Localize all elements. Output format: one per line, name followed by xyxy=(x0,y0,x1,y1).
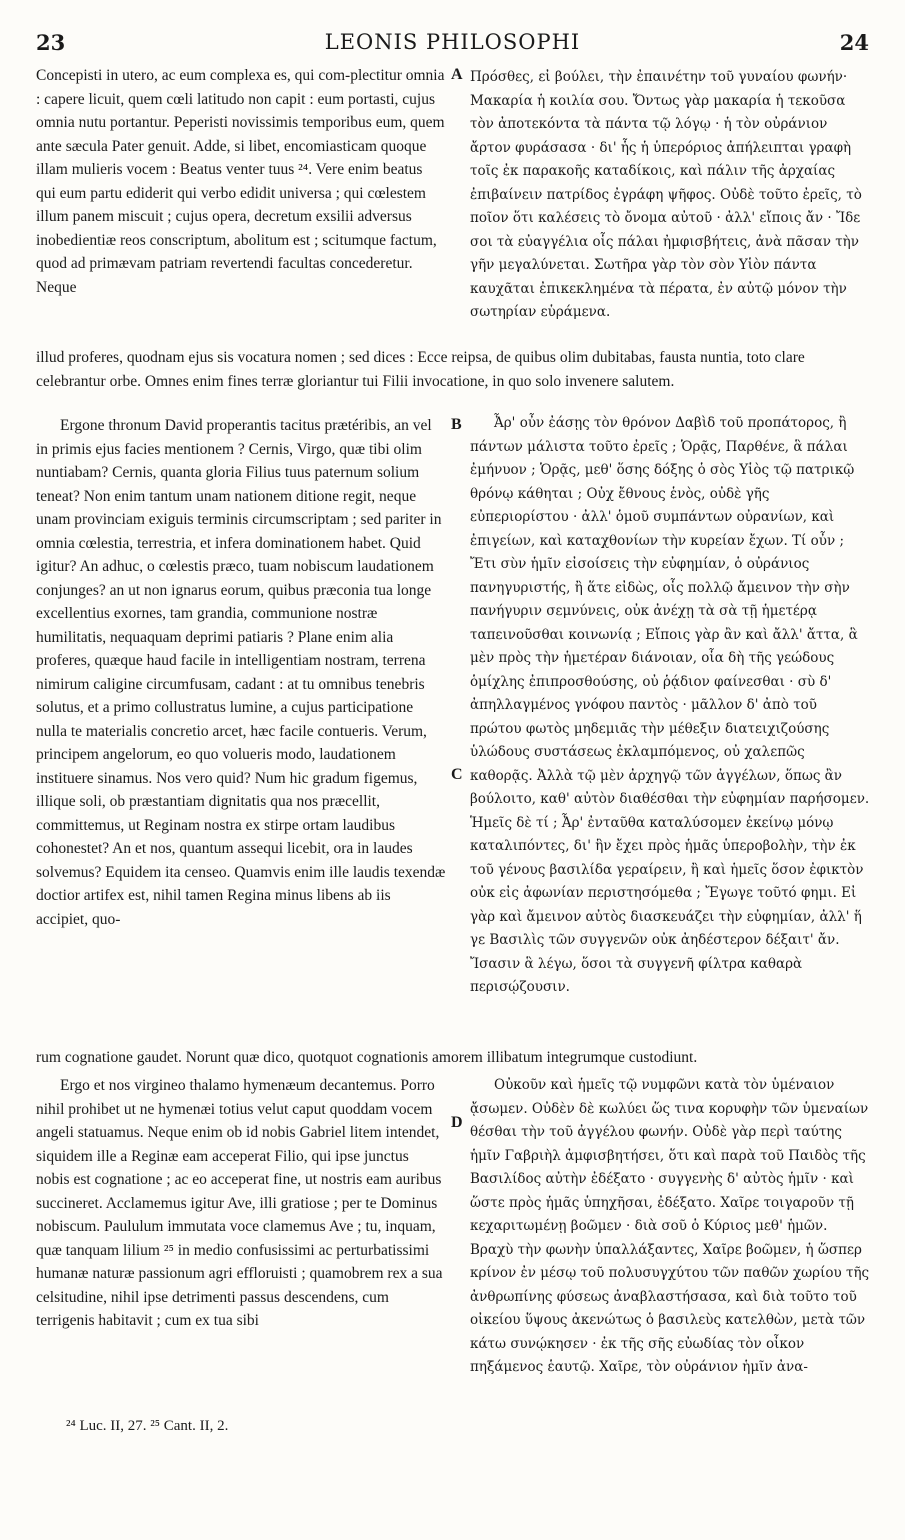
greek-paragraph-3: Οὐκοῦν καὶ ἡμεῖς τῷ νυμφῶνι κατὰ τὸν ὑμέναιον ᾄσωμεν. Οὐδὲν δὲ κωλύει ὥς τινα κορυφὴν τῶν ὑμεναίων θέσθαι τὴν τοῦ ἀγγέλου φωνήν. Οὐδὲ γὰρ περὶ ταύτης ἡμῖν Γαβριὴλ ἀμφισβητήσει, ὅτι καὶ παρὰ τοῦ Παιδὸς τῆς Βασιλίδος αὐτὴν ἐδέξατο · συγγενὴς δ' αὐτὸς ἡμῖν · καὶ ὥστε πρὸς ἡμᾶς ὑπηχῆσαι, ἐδέξατο. Χαῖρε τοιγαροῦν τῇ κεχαριτωμένῃ βοῶμεν · διὰ σοῦ ὁ Κύριος μεθ' ἡμῶν. Βραχὺ τὴν φωνὴν ὑπαλλάξαντες, Χαῖρε βοῶμεν, ἡ ὥσπερ κρίνον ἐν μέσῳ τοῦ πολυσυγχύτου τῶν παθῶν χωρίου τῆς ἀνθρωπίνης φύσεως ἀναβλαστήσασα, καὶ διὰ τοῦτο τοῦ οἰκείου ὕψους ἀκενώτως ὁ βασιλεὺς κατελθὼν, μετὰ τῶν κάτω συνῴκησεν · ἐκ τῆς σῆς εὐωδίας τὸν οἶκον πηξάμενος ἑαυτῷ. Χαῖρε, τὸν οὐράνιον ἡμῖν ἀνα- xyxy=(470,1077,870,1375)
greek-column-1 xyxy=(470,66,870,325)
margin-marker-d: D xyxy=(451,1114,463,1131)
latin-column-3 xyxy=(36,1074,446,1333)
latin-paragraph-2: Ergone thronum David properantis tacitus prætéribis, an vel in primis ejus facies mentionem ? Cernis, Virgo, quæ tibi olim nuntiabam? Cernis, quanta gloria Filius tuus paternum solium teneat? Non enim tantum unam nationem ditione regit, neque unam provinciam exiguis terminis circumscriptam ; sed pariter in omnia cœlestia, terrestria, et infera dominationem habet. Quid igitur? An adhuc, o cœlestis præco, tuam nobiscum laudationem conjunges? an ut non ignarus eorum, quibus præconia tua longe excellentius exornes, tam grandia, communione nostræ humilitatis, nequaquam deprimi patiaris ? Plane enim alia proferes, quæque haud facile in intelligentiam nostram, terrena nimirum caligine circumfusam, cadant : at tu omnibus tenebris solutus, et a primo collustratus lumine, a cujus participatione nulla te materialis concretio arcet, hæc facile contueris. Verum, principem angelorum, eo quo volueris modo, laudationem instituere sinamus. Nos vero quid? Num hic gradum figemus, illique soli, ob præstantiam dignitatis qua nos præcellit, committemus, ut Reginam nostra ex stirpe ortam laudibus cohonestet? An et nos, quantum assequi licebit, ora in laudes solvemus? Equidem ita censeo. Quamvis enim ille laudis texendæ doctior artifex est, nihil tamen Regina minus libens ab iis accipiet, quo- xyxy=(36,417,446,928)
latin-column-2 xyxy=(36,414,446,931)
latin-paragraph-3: Ergo et nos virgineo thalamo hymenæum decantemus. Porro nihil prohibet ut ne hymenæi totius velut caput quoddam vocem angeli statuamus. Neque enim ob id nobis Gabriel litem intendet, siquidem ille a Reginæ eam acceperat Filio, qui ipse junctus nobis est cognatione ; ac eo acceperat fine, ut nostris eam auribus succineret. Acclamemus igitur Ave, illi gratiose ; per te Dominus nobiscum. Paululum immutata voce clamemus Ave ; tu, inquam, quæ tanquam lilium ²⁵ in medio confusissimi ac perturbatissimi humanæ naturæ passionum agri effloruisti ; quamobrem rex a sua celsitudine, nihil ipse detrimenti passus descendens, cum terrigenis habitavit ; cum ex tua sibi xyxy=(36,1077,443,1329)
latin-paragraph-1: Concepisti in utero, ac eum complexa es, qui com-plectitur omnia : capere licuit, quem cœli latitudo non capit : eum portasti, cujus omnia nutu portantur. Peperisti novissimis temporibus eum, quem ante sæcula Pater genuit. Adde, si libet, encomiasticam quoque illam mulieris vocem : Beatus venter tuus ²⁴. Vere enim beatus qui eum partu ediderit qui verbo edidit universa ; qui cœlestem illum panem miscuit ; cujus opera, decretum exsilii adversus inobedientiæ reos conscriptum, abolitum est ; scitumque factum, quod ad primævam patriam revertendi facultas concederetur. Neque xyxy=(36,67,445,296)
greek-column-3 xyxy=(470,1074,870,1380)
running-header xyxy=(36,30,869,60)
latin-column-1 xyxy=(36,64,446,299)
running-title: LEONIS PHILOSOPHI xyxy=(324,30,581,54)
page-number-right: 24 xyxy=(839,30,869,55)
page-number-left: 23 xyxy=(36,30,66,55)
footnotes: ²⁴ Luc. II, 27. ²⁵ Cant. II, 2. xyxy=(66,1418,229,1434)
latin-full-paragraph-2: rum cognatione gaudet. Norunt quæ dico, quotquot cognationis amorem illibatum integrumque custodiunt. xyxy=(36,1049,698,1066)
greek-column-2 xyxy=(470,412,870,1000)
margin-marker-c: C xyxy=(451,766,463,783)
fullwidth-line-1 xyxy=(36,346,874,393)
margin-marker-b: B xyxy=(451,416,462,433)
greek-paragraph-2: Ἆρ' οὖν ἐάσῃς τὸν θρόνον Δαβὶδ τοῦ προπάτορος, ἢ πάντων μάλιστα τοῦτο ἐρεῖς ; Ὁρᾷς, Παρθένε, ἃ πάλαι ἐμήνυον ; Ὁρᾷς, μεθ' ὅσης δόξης ὁ σὸς Υἱὸς τῷ πατρικῷ θρόνῳ κάθηται ; Οὐχ ἔθνους ἑνὸς, οὐδὲ γῆς εὐπεριορίστου · ἀλλ' ὁμοῦ συμπάντων οὐρανίων, καὶ ἐπιγείων, καὶ καταχθονίων τὴν κυρείαν ἔχων. Τί οὖν ; Ἔτι σὺν ἡμῖν εἰσοίσεις τὴν εὐφημίαν, ὁ οὐράνιος πανηγυριστής, ἢ ἅτε εἰδὼς, οἷς πολλῷ ἄμεινον τὴν σὴν πανήγυριν σεμνύνεις, οὐκ ἀνέχῃ τὰ σὰ τῇ ἡμετέρᾳ ταπεινοῦσθαι κοινωνίᾳ ; Εἴποις γὰρ ἂν καὶ ἄλλ' ἄττα, ἃ μὲν πρὸς τὴν ἡμετέραν διάνοιαν, οἷα δὴ τῆς γεώδους ὁμίχλης ἐπιπροσθούσης, οὐ ῥᾴδιον φαίνεσθαι · σὺ δ' ἀπηλλαγμένος γνόφου παντὸς · μᾶλλον δ' ἀπὸ τοῦ πρώτου φωτὸς μηδεμιᾶς τὴν μέθεξιν διατειχιζούσης ὑλώδους συστάσεως ἐκλαμπόμενος, οὐ χαλεπῶς καθορᾷς. Ἀλλὰ τῷ μὲν ἀρχηγῷ τῶν ἀγγέλων, ὅπως ἂν βούλοιτο, καθ' αὐτὸν διαθέσθαι τὴν εὐφημίαν παρήσομεν. Ἡμεῖς δὲ τί ; Ἆρ' ἐνταῦθα καταλύσομεν ἐκείνῳ μόνῳ καταλιπόντες, δι' ἣν ἔχει πρὸς ἡμᾶς ὑπεροβολὴν, τὴν ἐκ τοῦ γένους βασιλίδα γεραίρειν, ἢ καὶ ἡμεῖς ὅσον ἐφικτὸν οὐκ εἰς ἀφωνίαν περιστησόμεθα ; Ἔγωγε τοῦτό φημι. Εἰ γὰρ καὶ ἄμεινον αὐτὸς διασκευάζει τὴν εὐφημίαν, ἀλλ' ἥ γε Βασιλὶς τῶν συγγενῶν οὐκ ἀηδέστερον δέξαιτ' ἄν. Ἴσασιν ἃ λέγω, ὅσοι τὰ συγγενῆ φίλτρα καθαρὰ περισῴζουσιν. xyxy=(470,415,870,995)
fullwidth-line-2 xyxy=(36,1046,874,1070)
latin-full-paragraph-1: illud proferes, quodnam ejus sis vocatura nomen ; sed dices : Ecce reipsa, de quibus olim dubitabas, fausta nuntia, toto clare celebrantur orbe. Omnes enim fines terræ gloriantur tui Filii invocatione, in quo solo invenere salutem. xyxy=(36,349,805,390)
greek-paragraph-1: Πρόσθες, εἰ βούλει, τὴν ἐπαινέτην τοῦ γυναίου φωνήν· Μακαρία ἡ κοιλία σου. Ὄντως γὰρ μακαρία ἡ τεκοῦσα τὸν ἀποτεκόντα τὰ πάντα τῷ λόγῳ · ἡ τὸν οὐράνιον ἄρτον φυράσασα · δι' ἧς ἡ ὑπερόριος ἀπήλειπται γραφὴ τοῖς ἐκ παρακοῆς καταδίκοις, καὶ πάλιν τῆς ἀρχαίας ἐπιβαίνειν πατρίδος ἐγράφη ψῆφος. Οὐδὲ τοῦτο ἐρεῖς, τὸ ποῖον ὅτι καλέσεις τὸ ὄνομα αὐτοῦ · ἀλλ' εἴποις ἄν · Ἴδε σοι τὰ εὐαγγέλια οἷς πάλαι ἠμφισβήτεις, ἀνὰ πᾶσαν τὴν γῆν μεγαλύνεται. Σωτῆρα γὰρ τὸν σὸν Υἱὸν πάντα καυχᾶται ἐπικεκλημένα τὰ πέρατα, ἐν αὐτῷ μόνον τὴν σωτηρίαν εὑράμενα. xyxy=(470,69,862,320)
margin-marker-a: A xyxy=(451,66,463,83)
